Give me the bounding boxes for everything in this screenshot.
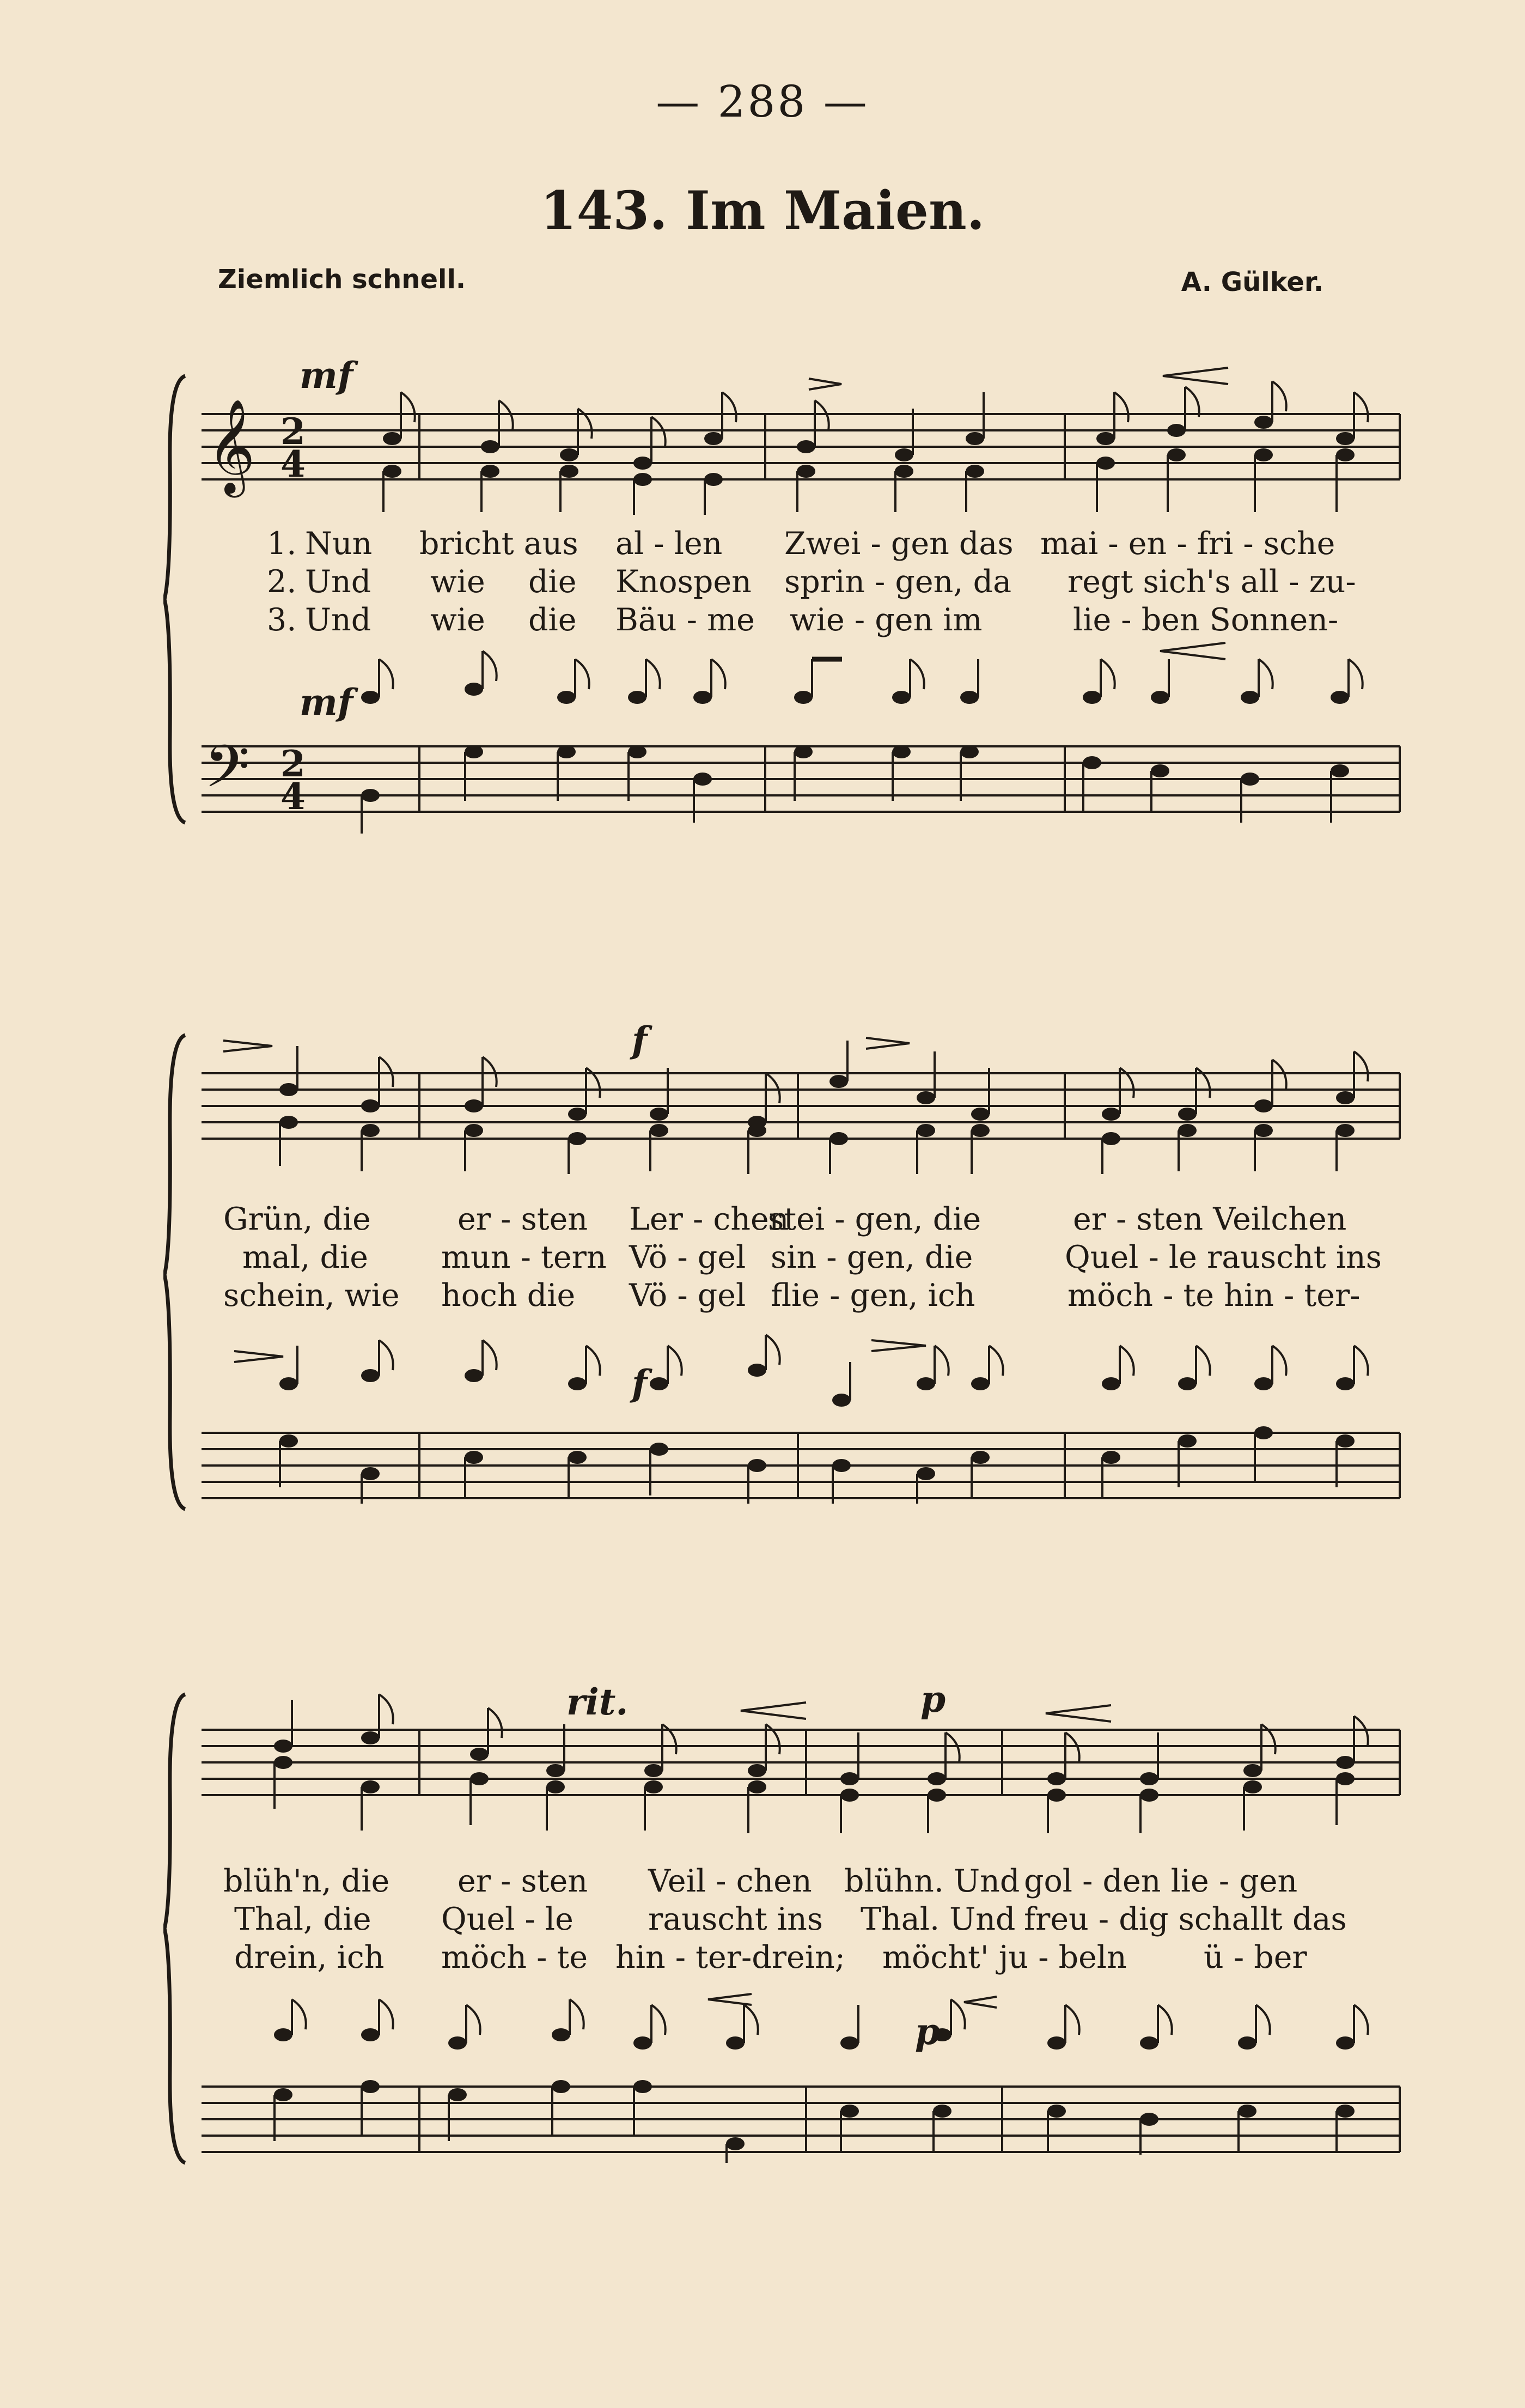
lyric-verse-3: drein, ich möch - te hin - ter-drein; möcht' ju - beln ü - ber xyxy=(234,1939,1307,1975)
treble-staff xyxy=(163,1700,1405,1836)
composer-credit: A. Gülker. xyxy=(1181,267,1323,297)
dynamic-f-upper: f xyxy=(632,1019,648,1061)
page-number: — 288 — xyxy=(656,76,869,127)
svg-text:4: 4 xyxy=(280,443,306,485)
music-system-2 xyxy=(163,1013,1405,1531)
svg-text:2: 2 xyxy=(280,410,306,453)
lyric-verse-2: 2. Und wie die Knospen sprin - gen, da regt sich's all - zu- xyxy=(267,564,1356,600)
svg-text:4: 4 xyxy=(280,775,306,818)
bass-staff xyxy=(163,1340,1405,1504)
bass-staff xyxy=(163,1999,1405,2163)
svg-text:𝄞: 𝄞 xyxy=(207,399,255,494)
tempo-marking: Ziemlich schnell. xyxy=(218,264,466,295)
lyric-verse-1: Grün, die er - sten Ler - chen stei - gen, die er - sten Veilchen xyxy=(223,1201,1347,1237)
treble-staff xyxy=(163,1041,1405,1177)
music-system-3 xyxy=(163,1673,1405,2185)
lyric-verse-3: 3. Und wie die Bäu - me wie - gen im lie - ben Sonnen- xyxy=(267,602,1339,638)
lyrics-block-2 xyxy=(223,1201,1405,1316)
lyric-verse-3: schein, wie hoch die Vö - gel flie - gen, ich möch - te hin - ter- xyxy=(223,1278,1361,1314)
lyric-verse-2: Thal, die Quel - le rauscht ins Thal. Und freu - dig schallt das xyxy=(234,1901,1347,1937)
ritardando-marking: rit. xyxy=(566,1681,629,1723)
svg-text:𝄢: 𝄢 xyxy=(204,732,250,815)
dynamic-mf-lower: mf xyxy=(300,681,353,723)
lyric-verse-2: mal, die mun - tern Vö - gel sin - gen, die Quel - le rauscht ins xyxy=(242,1239,1382,1275)
svg-text:2: 2 xyxy=(280,743,306,785)
dynamic-p-lower: p xyxy=(915,2010,941,2053)
dynamic-mf-upper: mf xyxy=(300,354,353,397)
lyric-verse-1: 1. Nun bricht aus al - len Zwei - gen das mai - en - fri - sche xyxy=(267,526,1335,562)
lyric-verse-1: blüh'n, die er - sten Veil - chen blühn. Und gol - den lie - gen xyxy=(223,1863,1298,1899)
music-system-1 xyxy=(163,354,1405,844)
lyrics-block-3 xyxy=(223,1863,1405,1978)
lyrics-block-1 xyxy=(223,526,1405,640)
dynamic-p-upper: p xyxy=(920,1678,946,1720)
dynamic-f-lower: f xyxy=(632,1362,648,1404)
treble-staff xyxy=(163,392,1405,518)
song-title: 143. Im Maien. xyxy=(540,180,985,241)
